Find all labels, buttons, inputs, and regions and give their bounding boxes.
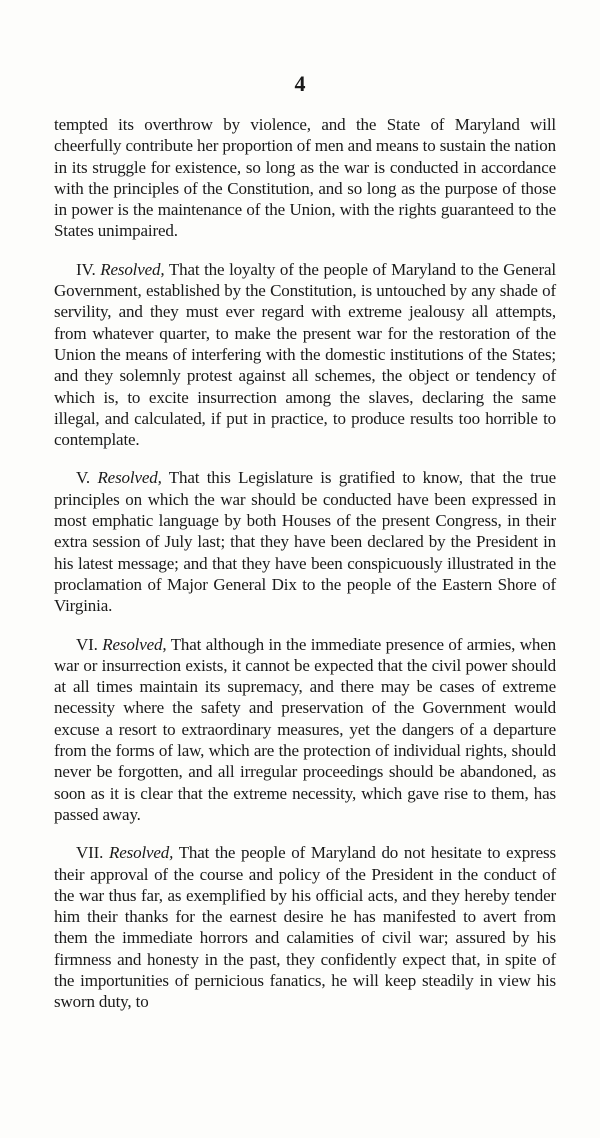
paragraph-text: That the people of Maryland do not hesitate to express their approval of the course and policy of the President in the conduct of the war thus far, as exemplified by his official acts, and they hereby tender him their thanks for the earnest desire he has manifested to avert from them the immediate horrors and calamities of civil war; assured by his firmness and honesty in the past, they confidently expect that, in spite of the importunities of pernicious fanatics, he will keep steadily in view his sworn duty, to <box>54 843 556 1012</box>
paragraph-text: That the loyalty of the people of Maryland to the General Government, established by the Constitution, is untouched by any shade of servility, and they must ever regard with extreme jealousy all attempts, from whatever quarter, to make the present war for the restoration of the Union the means of interfering with the domestic institutions of the States; and they solemnly protest against all schemes, the object or tendency of which is, to excite insurrection among the slaves, declaring the same illegal, and calculated, if put in practice, to produce results too horrible to contemplate. <box>54 259 556 450</box>
resolution-numeral: VI. <box>76 634 103 654</box>
resolved-label: Resolved, <box>109 843 174 863</box>
resolved-label: Resolved, <box>100 259 165 279</box>
paragraph-text: tempted its overthrow by violence, and the State of Maryland will cheerfully contribute her proportion of men and means to sustain the nation in its struggle for existence, so long as the war is conducted in accordance with the principles of the Constitution, and so long as the purpose of those in power is the maintenance of the Union, with the rights guaranteed to the States unimpaired. <box>54 115 556 241</box>
resolved-label: Resolved, <box>102 634 167 654</box>
paragraph-text: That although in the immediate presence of armies, when war or insurrection exists, it cannot be expected that the civil power should at all times maintain its supremacy, and there may be cases of extreme necessity where the safety and preservation of the Government would excuse a resort to extraordinary measures, yet the dangers of a departure from the forms of law, which are the protection of individual rights, should never be forgotten, and all irregular proceedings should be abandoned, as soon as it is clear that the extreme necessity, which gave rise to them, has passed away. <box>54 634 556 824</box>
paragraph-text: That this Legislature is gratified to know, that the true principles on which the war should be conducted have been expressed in most emphatic language by both Houses of the present Congress, in their extra session of July last; that they have been declared by the President in his latest message; and that they have been conspicuously illustrated in the proclamation of Major General Dix to the people of the Eastern Shore of Virginia. <box>54 468 557 616</box>
resolution-iv <box>54 259 556 451</box>
page-number: 4 <box>294 71 306 96</box>
resolution-vii <box>54 842 556 1012</box>
resolved-label: Resolved, <box>97 468 162 488</box>
body-text <box>54 114 556 1013</box>
resolution-numeral: VII. <box>76 843 109 863</box>
resolution-v <box>54 467 556 616</box>
resolution-numeral: IV. <box>76 259 101 279</box>
resolution-vi <box>54 634 556 826</box>
resolution-numeral: V. <box>76 468 98 488</box>
paragraph-continued <box>54 114 556 242</box>
